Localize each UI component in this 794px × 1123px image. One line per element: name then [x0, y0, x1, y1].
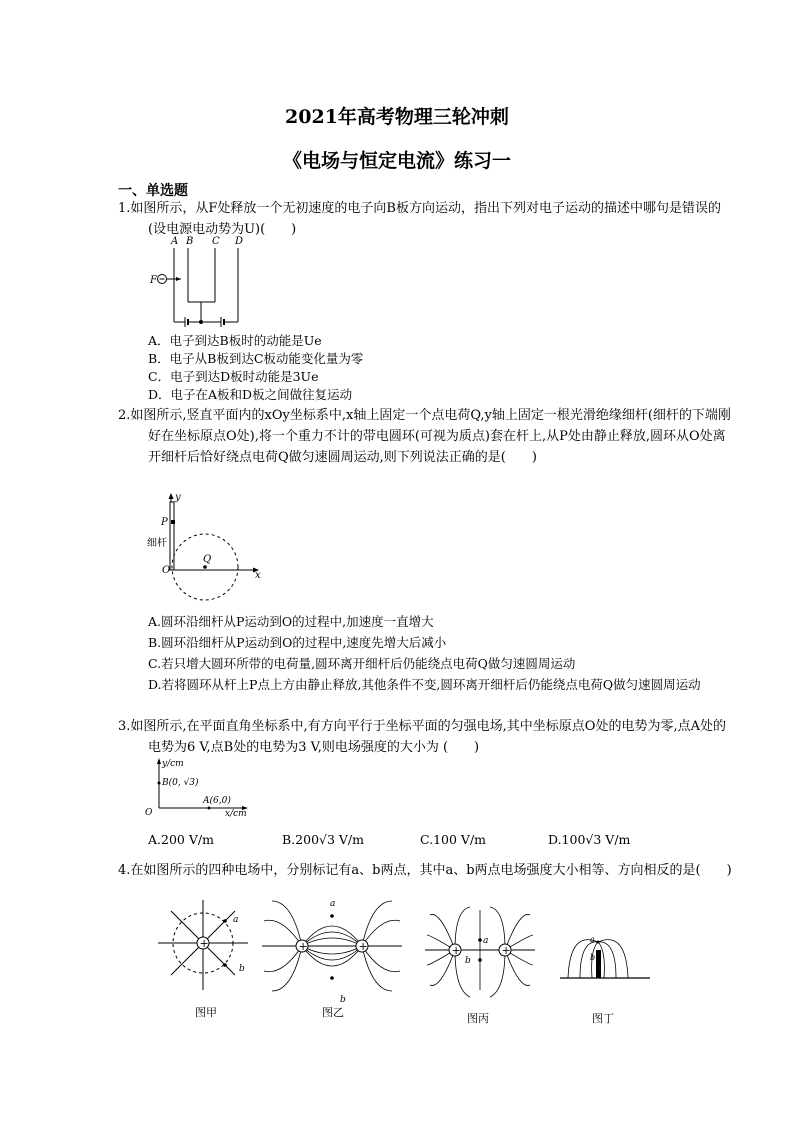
- q1-label-c: C: [212, 236, 220, 247]
- q3-option-c: C.100 V/m: [420, 832, 487, 847]
- q1-option-b: B．电子从B板到达C板动能变化量为零: [148, 351, 364, 366]
- q2-option-a: A.圆环沿细杆从P运动到O的过程中,加速度一直增大: [148, 614, 434, 629]
- question-2-stem: 2.如图所示,竖直平面内的xOy坐标系中,x轴上固定一个点电荷Q,y轴上固定一根光滑绝缘细杆(细杆的下端刚好在坐标原点O处),将一个重力不计的带电圆环(可视为质点)套在杆上,从P处由静止释放,圆环从O处离开细杆后恰好绕点电荷Q做匀速圆周运动,则下列说法正确的是( ): [118, 408, 731, 465]
- q4-yi-label-b: b: [340, 995, 346, 1005]
- q4-caption-jia: 图甲: [195, 1006, 217, 1019]
- q4-bing-label-a: a: [483, 936, 489, 946]
- section-heading: 一、单选题: [118, 183, 188, 199]
- q4-jia-label-a: a: [233, 915, 239, 925]
- q4-figure-jia: [155, 898, 255, 998]
- q4-caption-ding: 图丁: [592, 1012, 614, 1025]
- q3-option-d: D.100√3 V/m: [548, 832, 631, 847]
- q3-option-a: A.200 V/m: [148, 832, 214, 847]
- q3-figure: [145, 756, 255, 819]
- q4-caption-yi: 图乙: [322, 1006, 344, 1019]
- q2-label-x: x: [255, 570, 261, 581]
- q2-label-rod: 细杆: [147, 538, 167, 549]
- q2-figure: [145, 490, 275, 590]
- question-1-stem: 1.如图所示，从F处释放一个无初速度的电子向B板方向运动，指出下列对电子运动的描述中哪句是错误的(设电源电动势为U)( ): [118, 201, 721, 237]
- q3-label-b: B(0, √3): [162, 778, 199, 788]
- question-3-stem: 3.如图所示,在平面直角坐标系中,有方向平行于坐标平面的匀强电场,其中坐标原点O处的电势为零,点A处的电势为6 V,点B处的电势为3 V,则电场强度的大小为 ( ): [118, 719, 726, 755]
- q4-ding-label-a: a: [590, 935, 595, 944]
- q1-label-f: F: [150, 275, 157, 286]
- q1-option-a: A．电子到达B板时的动能是Ue: [148, 333, 322, 348]
- q4-figure-ding: [560, 920, 650, 990]
- q4-figure-bing: [425, 905, 535, 1005]
- page-title: 2021年高考物理三轮冲刺: [285, 106, 509, 128]
- q3-option-b: B.200√3 V/m: [282, 832, 365, 847]
- q1-option-d: D．电子在A板和D板之间做往复运动: [148, 387, 353, 402]
- q2-option-b: B.圆环沿细杆从P运动到O的过程中,速度先增大后减小: [148, 635, 447, 650]
- q2-label-o: O: [162, 565, 171, 576]
- q2-label-p: P: [161, 517, 168, 528]
- q4-jia-label-b: b: [239, 964, 245, 974]
- q1-label-d: D: [235, 236, 244, 247]
- svg-text:+: +: [451, 944, 461, 957]
- svg-text:+: +: [501, 944, 511, 957]
- q4-bing-label-b: b: [465, 956, 471, 966]
- q1-label-a: A: [171, 236, 179, 247]
- q1-label-b: B: [186, 236, 194, 247]
- question-4-stem: 4.在如图所示的四种电场中，分别标记有a、b两点，其中a、b两点电场强度大小相等、方向相反的是( ): [118, 863, 732, 878]
- q2-option-c: C.若只增大圆环所带的电荷量,圆环离开细杆后仍能绕点电荷Q做匀速圆周运动: [148, 656, 576, 671]
- page-subtitle: 《电场与恒定电流》练习一: [282, 150, 511, 172]
- svg-text:+: +: [199, 937, 209, 950]
- svg-text:+: +: [358, 940, 368, 953]
- q2-label-q: Q: [203, 554, 212, 565]
- q2-option-d: D.若将圆环从杆上P点上方由静止释放,其他条件不变,圆环离开细杆后仍能绕点电荷Q做匀速圆周运动: [148, 677, 701, 692]
- q2-label-y: y: [175, 492, 181, 503]
- svg-text:+: +: [298, 940, 308, 953]
- q3-label-y: y/cm: [162, 759, 184, 769]
- q3-label-o: O: [145, 808, 153, 818]
- q4-caption-bing: 图丙: [467, 1012, 489, 1025]
- q4-figure-yi: [262, 896, 402, 1006]
- q3-label-x: x/cm: [225, 809, 247, 819]
- q1-figure: [145, 232, 255, 327]
- q3-label-a: A(6,0): [203, 796, 231, 806]
- q4-yi-label-a: a: [330, 899, 336, 909]
- q1-option-c: C．电子到达D板时动能是3Ue: [148, 369, 319, 384]
- q4-ding-label-b: b: [590, 953, 596, 962]
